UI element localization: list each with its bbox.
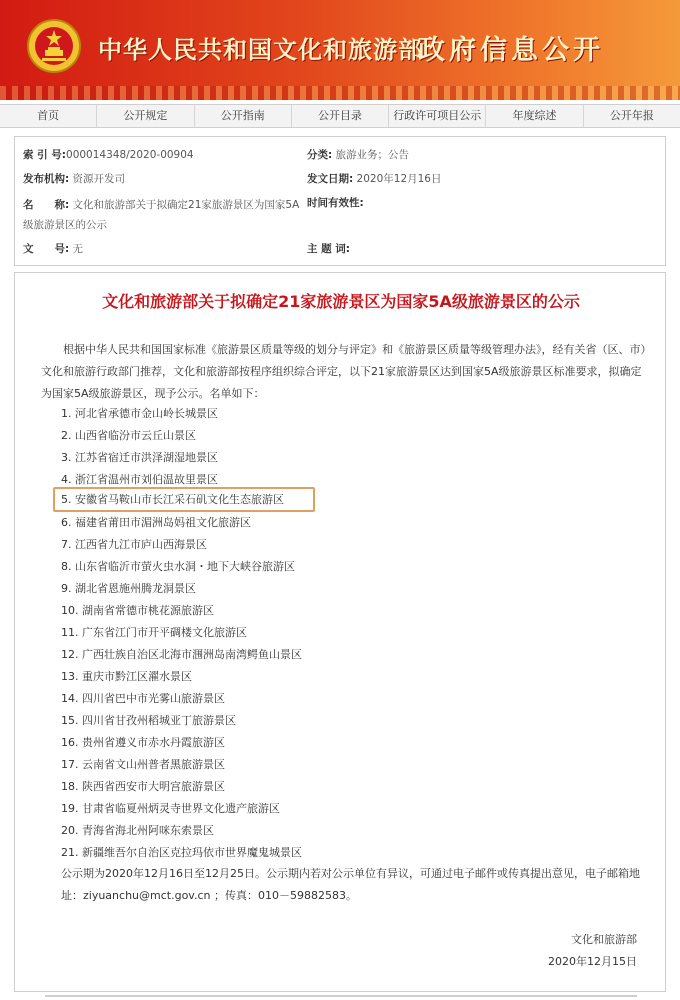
meta-subject: 主 题 词: (307, 243, 351, 255)
meta-issuer: 发布机构: 资源开发司 (23, 173, 126, 185)
meta-doc-no: 文 号: 无 (23, 243, 84, 255)
national-emblem-icon (26, 18, 82, 74)
list-item: 3. 江苏省宿迁市洪泽湖湿地景区 (61, 451, 218, 464)
meta-date: 发文日期: 2020年12月16日 (307, 173, 442, 185)
document-content (14, 272, 666, 992)
document-title: 文化和旅游部关于拟确定21家旅游景区为国家5A级旅游景区的公示 (102, 292, 580, 311)
org-name: 中华人民共和国文化和旅游部 (98, 36, 423, 64)
top-nav (0, 104, 680, 128)
nav-annual-report[interactable]: 公开年报 (609, 109, 654, 122)
meta-index: 索 引 号:000014348/2020-00904 (23, 149, 194, 161)
meta-validity: 时间有效性: (307, 197, 364, 209)
list-item: 19. 甘肃省临夏州炳灵寺世界文化遗产旅游区 (61, 802, 280, 815)
list-item: 14. 四川省巴中市光雾山旅游景区 (61, 692, 225, 705)
list-item: 4. 浙江省温州市刘伯温故里景区 (61, 473, 218, 486)
list-item: 11. 广东省江门市开平碉楼文化旅游区 (61, 626, 247, 639)
list-item: 1. 河北省承德市金山岭长城景区 (61, 407, 218, 420)
nav-disclosure-catalog[interactable]: 公开目录 (292, 105, 389, 127)
document-intro: 根据中华人民共和国国家标准《旅游景区质量等级的划分与评定》和《旅游景区质量等级管理办法》，经有关省（区、市）文化和旅游行政部门推荐，文化和旅游部按程序组织综合评定，以下21家旅游景区达到国家5A级旅游景区标准要求，拟确定为国家5A级旅游景区，现予公示。名单如下： (41, 343, 646, 400)
list-item: 5. 安徽省马鞍山市长江采石矶文化生态旅游区 (61, 493, 284, 506)
document-sign-date: 2020年12月15日 (548, 955, 637, 968)
list-item: 12. 广西壮族自治区北海市涠洲岛南湾鳄鱼山景区 (61, 648, 302, 661)
section-title: 政府信息公开 (418, 35, 604, 66)
list-item: 13. 重庆市黔江区濯水景区 (61, 670, 192, 683)
list-item: 20. 青海省海北州阿咪东索景区 (61, 824, 214, 837)
list-item: 16. 贵州省遵义市赤水丹霞旅游区 (61, 736, 225, 749)
list-item: 15. 四川省甘孜州稻城亚丁旅游景区 (61, 714, 236, 727)
list-item: 21. 新疆维吾尔自治区克拉玛依市世界魔鬼城景区 (61, 846, 302, 859)
nav-home[interactable]: 首页 (0, 105, 97, 127)
nav-annual-summary[interactable]: 年度综述 (486, 105, 583, 127)
meta-name: 名 称: 文化和旅游部关于拟确定21家旅游景区为国家5A级旅游景区的公示 (23, 199, 300, 231)
document-notice: 公示期为2020年12月16日至12月25日。公示期内若对公示单位有异议，可通过电子邮件或传真提出意见，电子邮箱地址：ziyuanchu@mct.gov.cn ；传真：010－59882583。 (61, 867, 640, 902)
nav-license-publicity[interactable]: 行政许可项目公示 (389, 105, 486, 127)
document-signer: 文化和旅游部 (571, 933, 637, 946)
document-meta (14, 136, 666, 266)
list-item: 7. 江西省九江市庐山西海景区 (61, 538, 207, 551)
list-item: 18. 陕西省西安市大明宫旅游景区 (61, 780, 225, 793)
nav-disclosure-guide[interactable]: 公开指南 (195, 105, 292, 127)
list-item: 8. 山东省临沂市萤火虫水洞・地下大峡谷旅游区 (61, 560, 295, 573)
list-item: 2. 山西省临汾市云丘山景区 (61, 429, 196, 442)
list-item: 10. 湖南省常德市桃花源旅游区 (61, 604, 214, 617)
divider (45, 995, 637, 997)
nav-disclosure-rules[interactable]: 公开规定 (97, 105, 194, 127)
list-item: 17. 云南省文山州普者黑旅游景区 (61, 758, 225, 771)
meta-category: 分类: 旅游业务；公告 (307, 149, 410, 161)
list-item: 6. 福建省莆田市湄洲岛妈祖文化旅游区 (61, 516, 251, 529)
header-banner (0, 0, 680, 100)
list-item: 9. 湖北省恩施州腾龙洞景区 (61, 582, 196, 595)
